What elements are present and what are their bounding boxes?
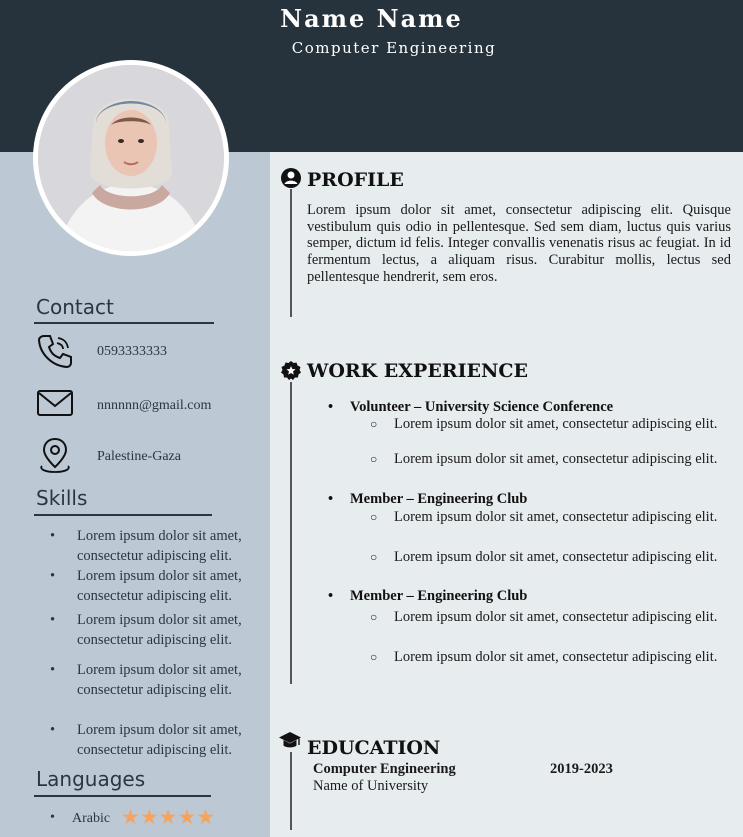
experience-heading: WORK EXPERIENCE: [307, 360, 528, 382]
person-icon: [280, 167, 302, 189]
contact-location-row: [36, 436, 256, 476]
profile-photo: [33, 60, 229, 256]
experience-timeline-line: [290, 382, 292, 684]
person-title: Computer Engineering: [291, 39, 497, 57]
skills-heading: Skills: [36, 486, 88, 510]
profile-heading: PROFILE: [307, 169, 404, 191]
profile-timeline-line: [290, 189, 292, 317]
skills-divider: [34, 514, 212, 516]
contact-email: nnnnnn@gmail.com: [97, 398, 212, 413]
envelope-icon: [36, 388, 74, 418]
contact-location: Palestine-Gaza: [97, 449, 181, 464]
languages-heading: Languages: [36, 767, 146, 791]
education-timeline-line: [290, 752, 292, 830]
language-row: • Arabic ★★★★★: [50, 805, 216, 829]
graduation-cap-icon: [278, 730, 302, 752]
profile-text: Lorem ipsum dolor sit amet, consectetur adipiscing elit. Quisque vestibulum quis odio in pellentesque. Sed sem diam, luctus quis varius semper, dictum id felis. Integer convallis venenatis risus ac feugiat. In id fermentum lectus, a aliquam risus. Curabitur mollis, lectus sed pellentesque hendrerit, sem eros.: [307, 202, 731, 285]
language-rating-stars: ★★★★★: [121, 805, 216, 829]
location-pin-icon: [36, 436, 74, 474]
language-name: Arabic: [72, 811, 111, 826]
languages-divider: [34, 795, 211, 797]
award-badge-icon: [280, 360, 302, 382]
phone-icon: [36, 332, 74, 370]
portrait-image: [38, 65, 224, 251]
contact-heading: Contact: [36, 295, 114, 319]
person-name: Name Name: [280, 4, 463, 33]
contact-email-row: [36, 388, 256, 428]
education-school: Name of University: [313, 778, 429, 794]
contact-phone-row: [36, 332, 256, 372]
education-degree: Computer Engineering: [313, 761, 456, 777]
education-heading: EDUCATION: [307, 737, 441, 759]
contact-phone: 0593333333: [97, 344, 167, 359]
education-years: 2019-2023: [550, 761, 613, 777]
contact-divider: [34, 322, 214, 324]
